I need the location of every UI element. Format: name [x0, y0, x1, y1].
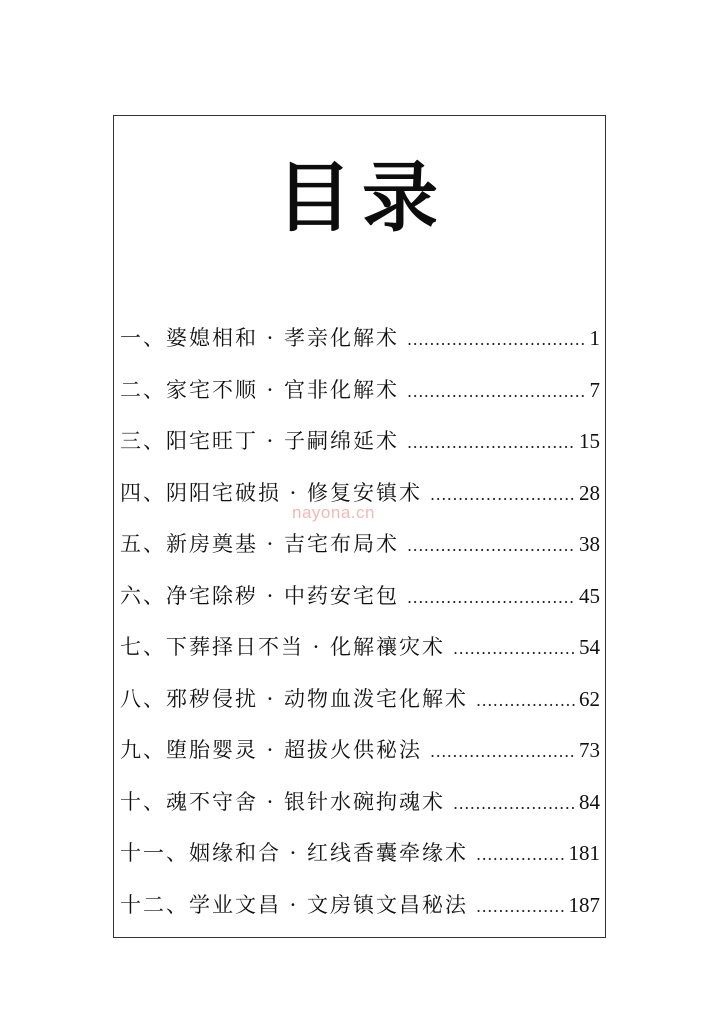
toc-entry-page: 181 — [568, 841, 600, 865]
toc-entry-page: 187 — [568, 892, 600, 917]
toc-leader-dots — [453, 629, 576, 669]
toc-entry[interactable] — [120, 782, 600, 834]
toc-entry-page: 1 — [589, 326, 600, 350]
toc-entry-label: 三、阳宅旺丁 · 子嗣绵延术 — [120, 429, 400, 453]
toc-entry-label: 二、家宅不顺 · 官非化解术 — [120, 377, 400, 402]
toc-entry-page: 62 — [579, 686, 600, 711]
toc-leader-dots — [407, 372, 586, 412]
toc-entry[interactable] — [120, 627, 600, 679]
page-title: 目录 — [276, 153, 448, 242]
toc-leader-dots — [476, 681, 576, 721]
toc-entry-label: 七、下葬择日不当 · 化解禳灾术 — [120, 635, 446, 659]
toc-entry[interactable] — [120, 679, 600, 731]
toc-entry-label: 六、净宅除秽 · 中药安宅包 — [120, 583, 400, 608]
toc-entry-page: 15 — [579, 429, 600, 453]
toc-entry-label: 八、邪秽侵扰 · 动物血泼宅化解术 — [120, 686, 469, 711]
toc-entry-page: 38 — [579, 532, 600, 556]
toc-entry[interactable] — [120, 524, 600, 576]
toc-entry-label: 十、魂不守舍 · 银针水碗拘魂术 — [120, 789, 446, 814]
watermark-text: nayona.cn — [292, 503, 375, 522]
toc-entry-page: 45 — [579, 583, 600, 608]
toc-entry[interactable] — [120, 885, 600, 937]
toc-leader-dots — [476, 887, 565, 927]
toc-leader-dots — [430, 732, 576, 772]
toc-entry-label: 一、婆媳相和 · 孝亲化解术 — [120, 326, 400, 350]
toc-leader-dots — [453, 784, 576, 824]
toc-leader-dots — [407, 526, 576, 566]
toc-entry-label: 十二、学业文昌 · 文房镇文昌秘法 — [120, 892, 469, 917]
toc-entry-page: 54 — [579, 635, 600, 659]
toc-leader-dots — [476, 835, 565, 875]
toc-leader-dots — [407, 578, 576, 618]
table-of-contents — [120, 318, 600, 936]
toc-entry-page: 28 — [579, 480, 600, 505]
toc-entry-page: 73 — [579, 738, 600, 762]
toc-entry-page: 7 — [589, 377, 600, 402]
toc-entry[interactable] — [120, 370, 600, 422]
toc-entry[interactable] — [120, 833, 600, 885]
toc-leader-dots — [407, 320, 586, 360]
toc-entry[interactable] — [120, 318, 600, 370]
toc-entry[interactable] — [120, 421, 600, 473]
toc-entry-label: 四、阴阳宅破损 · 修复安镇术 — [120, 480, 423, 505]
toc-entry-label: 五、新房奠基 · 吉宅布局术 — [120, 532, 400, 556]
toc-entry-label: 九、堕胎婴灵 · 超拔火供秘法 — [120, 738, 423, 762]
toc-entry-label: 十一、姻缘和合 · 红线香囊牵缘术 — [120, 841, 469, 865]
toc-leader-dots — [430, 475, 576, 515]
toc-entry[interactable] — [120, 730, 600, 782]
toc-entry-page: 84 — [579, 789, 600, 814]
toc-leader-dots — [407, 423, 576, 463]
toc-entry[interactable] — [120, 576, 600, 628]
